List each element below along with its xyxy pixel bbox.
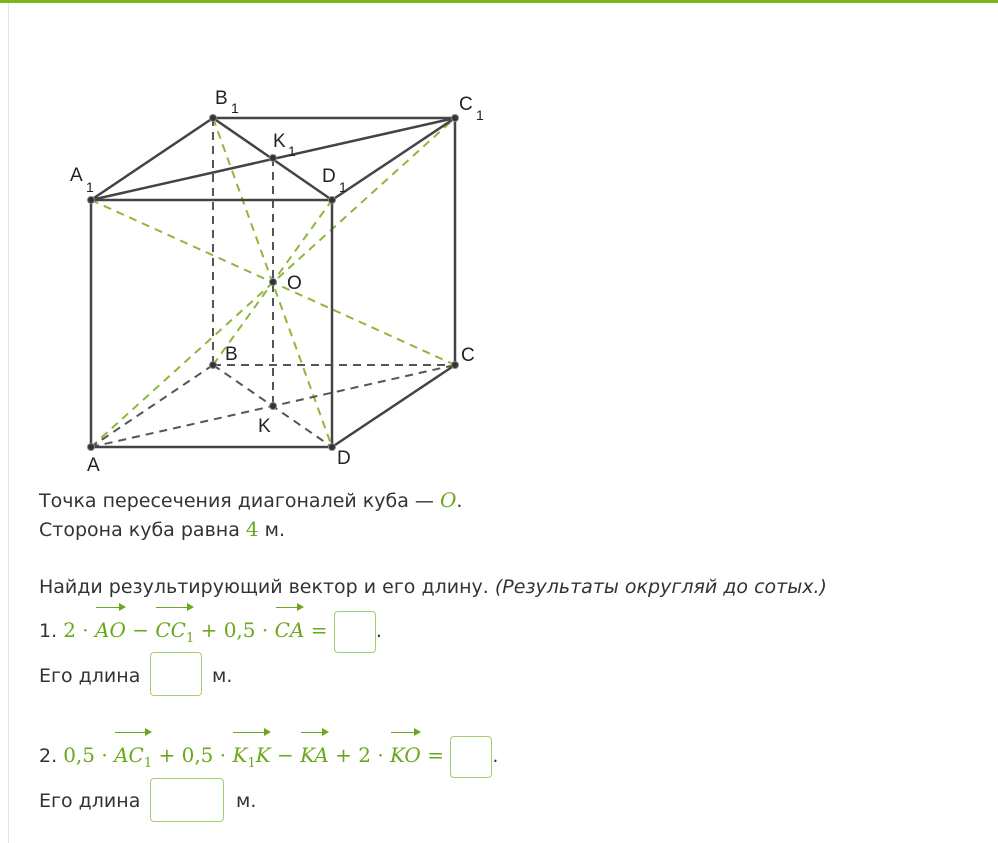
p1-length-input[interactable]: [150, 652, 202, 696]
p1-vector-ao: [95, 610, 126, 650]
point-d1: [329, 197, 336, 204]
p1-length-label: Его длина: [39, 665, 141, 687]
label-d1: D: [322, 166, 336, 187]
label-a1-index: 1: [86, 179, 94, 195]
side-text: Сторона куба равна: [39, 519, 246, 541]
problem-1-number: 1.: [39, 620, 58, 642]
point-a: [88, 444, 95, 451]
p2-vector-ka-label: KA: [300, 743, 329, 767]
statement-period: .: [456, 490, 463, 512]
edge-c1-d1: [332, 118, 455, 200]
p2-minus: −: [277, 743, 294, 767]
edge-d-c: [332, 365, 455, 447]
side-unit: м.: [258, 519, 286, 541]
point-b: [210, 362, 217, 369]
problem-1-expression: [39, 610, 382, 659]
p2-vector-ka: [300, 735, 329, 775]
p1-vector-answer-input[interactable]: [334, 611, 376, 653]
task-text: Найди результирующий вектор и его длину.: [39, 576, 489, 598]
label-a: A: [87, 455, 100, 476]
label-b1-index: 1: [231, 100, 239, 116]
p2-vector-ko: [390, 735, 421, 775]
p2-vector-k1k-start: K: [232, 743, 248, 767]
cube-figure: [0, 0, 520, 480]
label-d: D: [337, 448, 351, 469]
p2-length-input[interactable]: [150, 778, 224, 822]
label-c: C: [461, 345, 475, 366]
p1-vector-ao-label: AO: [95, 618, 126, 642]
p2-coef-1: 0,5: [63, 743, 95, 767]
p2-vector-ko-label: KO: [390, 743, 421, 767]
p1-equals: =: [310, 618, 328, 642]
label-c1-index: 1: [476, 107, 484, 123]
p1-coef-3: 0,5: [223, 618, 256, 642]
p1-vector-ca: [275, 610, 305, 650]
point-c1: [452, 115, 459, 122]
p2-plus-2: +: [335, 743, 352, 767]
p2-vector-ac1-label: AC: [114, 743, 144, 767]
p2-vector-ac1-index: 1: [143, 756, 153, 771]
p2-vector-answer-input[interactable]: [450, 736, 492, 778]
label-a1: A: [70, 165, 83, 186]
label-c1: C: [459, 94, 473, 115]
point-o: [270, 279, 277, 286]
p2-dot-4: ·: [377, 743, 384, 767]
p2-length-label: Его длина: [39, 790, 141, 812]
label-k1: K: [273, 131, 286, 152]
p1-minus: −: [132, 618, 149, 642]
p2-vector-k1k-end: K: [255, 743, 271, 767]
problem-2-number: 2.: [39, 745, 58, 767]
label-b: B: [225, 344, 238, 365]
problem-2-expression: [39, 735, 498, 784]
p2-dot-1: ·: [101, 743, 108, 767]
p2-end-period: .: [492, 745, 499, 767]
p1-vector-cc1-label: CC: [155, 618, 186, 642]
p2-coef-4: 2: [358, 743, 371, 767]
p2-length-unit: м.: [236, 790, 257, 812]
p2-vector-k1k-index: 1: [247, 756, 256, 771]
p1-plus: +: [200, 618, 218, 642]
statement-text: Точка пересечения диагоналей куба —: [39, 490, 440, 512]
label-b1: B: [215, 88, 228, 109]
p1-vector-ca-label: CA: [274, 618, 305, 642]
point-c: [452, 362, 459, 369]
task-note: (Результаты округляй до сотых.): [494, 576, 827, 598]
p2-coef-2: 0,5: [181, 743, 214, 767]
p1-end-period: .: [375, 620, 382, 642]
point-k: [270, 403, 277, 410]
edge-hidden-b-a: [91, 365, 213, 447]
label-o: O: [287, 273, 302, 294]
p1-coef-1: 2: [63, 618, 76, 642]
p2-equals: =: [427, 743, 444, 767]
task-instruction: [39, 575, 827, 599]
p1-length-unit: м.: [212, 665, 233, 687]
point-d: [329, 444, 336, 451]
p2-dot-2: ·: [219, 743, 227, 767]
p2-plus-1: +: [158, 743, 176, 767]
point-k1: [270, 155, 277, 162]
label-d1-index: 1: [339, 179, 347, 195]
point-a1: [88, 197, 95, 204]
side-value: 4: [245, 517, 259, 541]
label-k: K: [258, 416, 271, 437]
p1-dot-3: ·: [261, 618, 269, 642]
label-k1-index: 1: [288, 143, 296, 159]
intersection-statement: [39, 488, 462, 513]
p2-vector-k1k: [232, 735, 270, 784]
p1-dot-1: ·: [82, 618, 89, 642]
p1-vector-cc1-index: 1: [185, 631, 195, 646]
point-variable: O: [439, 488, 457, 512]
p2-vector-ac1: [114, 735, 152, 784]
point-b1: [210, 115, 217, 122]
edge-a1-b1: [91, 118, 213, 200]
side-statement: [39, 517, 285, 542]
